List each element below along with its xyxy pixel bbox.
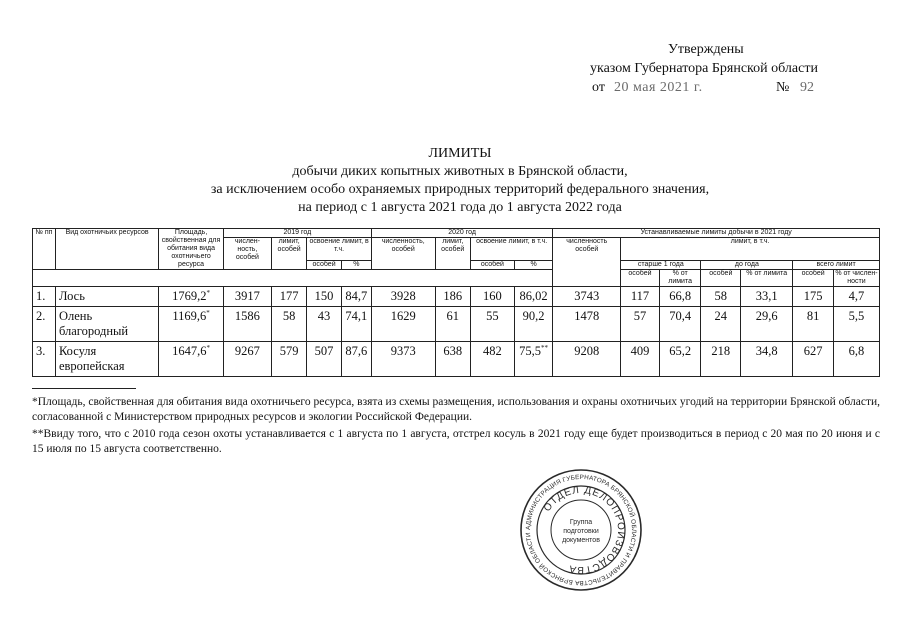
footnote-divider bbox=[32, 388, 136, 389]
col-older: старше 1 года bbox=[621, 261, 701, 270]
cell: 160 bbox=[470, 287, 514, 307]
col-2021-count: численность особей bbox=[553, 238, 621, 287]
pct-mark: ** bbox=[541, 343, 549, 352]
title-line-1: добычи диких копытных животных в Брянской области, bbox=[292, 164, 628, 179]
species-name: Олень благородный bbox=[55, 307, 158, 342]
approval-block bbox=[590, 40, 870, 97]
cell: 5,5 bbox=[833, 307, 879, 342]
col-under-animals: особей bbox=[701, 270, 741, 287]
title-line-2: за исключением особо охраняемых природных территорий федерального значения, bbox=[210, 182, 710, 197]
cell: 6,8 bbox=[833, 342, 879, 377]
col-total-pct: % от числен-ности bbox=[835, 270, 878, 285]
col-2020: 2020 год bbox=[371, 229, 553, 238]
cell: 74,1 bbox=[341, 307, 371, 342]
col-2019-count: числен-ность, особей bbox=[223, 238, 271, 270]
table-row bbox=[33, 307, 880, 342]
cell: 9208 bbox=[553, 342, 621, 377]
department-stamp bbox=[518, 467, 644, 593]
col-2021-limit: лимит, в т.ч. bbox=[621, 238, 880, 261]
cell: 90,2 bbox=[514, 307, 553, 342]
cell: 24 bbox=[701, 307, 741, 342]
area-cell bbox=[159, 342, 224, 377]
cell: 4,7 bbox=[833, 287, 879, 307]
col-2020-usage-percent: % bbox=[514, 261, 553, 270]
approval-line-2: указом Губернатора Брянской области bbox=[590, 61, 818, 76]
stamp-center-line-3: документов bbox=[562, 537, 600, 544]
area-mark: * bbox=[206, 343, 210, 352]
area-mark: * bbox=[206, 288, 210, 297]
cell: 86,02 bbox=[514, 287, 553, 307]
cell: 218 bbox=[701, 342, 741, 377]
col-under-pct: % от лимита bbox=[741, 270, 793, 287]
row-number: 1. bbox=[33, 287, 56, 307]
col-area: Площадь, свойственная для обитания вида охотничьего ресурса bbox=[159, 229, 224, 270]
area-value: 1647,6 bbox=[172, 344, 207, 358]
cell: 1629 bbox=[371, 307, 435, 342]
cell: 175 bbox=[793, 287, 834, 307]
cell: 409 bbox=[621, 342, 660, 377]
cell: 81 bbox=[793, 307, 834, 342]
stamp-outer-text: АДМИНИСТРАЦИЯ ГУБЕРНАТОРА БРЯНСКОЙ ОБЛАСТИ И ПРАВИТЕЛЬСТВА БРЯНСКОЙ ОБЛАСТИ bbox=[524, 473, 638, 587]
footnote-1: *Площадь, свойственная для обитания вида охотничьего ресурса, взята из схемы размещения, использования и охраны охотничьих угодий на территории Брянской области, согласованной с Министерством природных ресурсов и экологии Российской Федерации. bbox=[32, 396, 880, 423]
col-2020-usage: освоение лимит, в т.ч. bbox=[470, 238, 552, 261]
limits-table bbox=[32, 228, 880, 377]
cell: 177 bbox=[271, 287, 306, 307]
cell: 65,2 bbox=[659, 342, 701, 377]
cell: 29,6 bbox=[741, 307, 793, 342]
cell: 3743 bbox=[553, 287, 621, 307]
col-2020-usage-animals: особей bbox=[470, 261, 514, 270]
cell: 150 bbox=[307, 287, 341, 307]
approval-number-label: № bbox=[776, 80, 790, 95]
cell: 34,8 bbox=[741, 342, 793, 377]
col-under: до года bbox=[701, 261, 793, 270]
cell: 117 bbox=[621, 287, 660, 307]
approval-line-1: Утверждены bbox=[668, 42, 744, 57]
cell: 579 bbox=[271, 342, 306, 377]
title-line-3: на период с 1 августа 2021 года до 1 августа 2022 года bbox=[298, 200, 622, 215]
cell: 57 bbox=[621, 307, 660, 342]
col-num: № пп bbox=[33, 229, 56, 270]
cell: 84,7 bbox=[341, 287, 371, 307]
col-2020-limit: лимит, особей bbox=[435, 238, 470, 270]
cell: 9267 bbox=[223, 342, 271, 377]
approval-number: 92 bbox=[800, 80, 814, 95]
approval-line-3 bbox=[590, 78, 870, 97]
col-2019-usage: освоение лимит, в т.ч. bbox=[307, 238, 372, 261]
cell: 87,6 bbox=[341, 342, 371, 377]
area-value: 1769,2 bbox=[172, 289, 207, 303]
col-2020-count: численность, особей bbox=[371, 238, 435, 270]
col-total: всего лимит bbox=[793, 261, 880, 270]
approval-from-label: от bbox=[592, 80, 605, 95]
col-2019-usage-animals: особей bbox=[307, 261, 341, 270]
table-row bbox=[33, 287, 880, 307]
footnote-2: **Ввиду того, что с 2010 года сезон охоты устанавливается с 1 августа по 1 августа, отстрел косуль в 2021 году еще будет производиться в период с 20 мая по 20 июня и с 15 июля по 15 августа соответственно. bbox=[32, 428, 880, 455]
cell: 3928 bbox=[371, 287, 435, 307]
col-species: Вид охотничьих ресурсов bbox=[55, 229, 158, 270]
cell: 70,4 bbox=[659, 307, 701, 342]
stamp-center-line-2: подготовки bbox=[563, 528, 599, 535]
col-older-animals: особей bbox=[621, 270, 660, 287]
approval-date: 20 мая 2021 г. bbox=[614, 80, 703, 95]
area-cell bbox=[159, 307, 224, 342]
stamp-center-line-1: Группа bbox=[569, 519, 593, 526]
cell: 58 bbox=[701, 287, 741, 307]
document-title bbox=[150, 145, 770, 217]
cell: 33,1 bbox=[741, 287, 793, 307]
cell: 482 bbox=[470, 342, 514, 377]
header-row-4 bbox=[33, 270, 880, 287]
cell: 186 bbox=[435, 287, 470, 307]
cell: 507 bbox=[307, 342, 341, 377]
cell: 1586 bbox=[223, 307, 271, 342]
cell: 9373 bbox=[371, 342, 435, 377]
cell: 3917 bbox=[223, 287, 271, 307]
title-heading: ЛИМИТЫ bbox=[428, 146, 492, 161]
cell: 638 bbox=[435, 342, 470, 377]
row-number: 2. bbox=[33, 307, 56, 342]
cell: 58 bbox=[271, 307, 306, 342]
area-mark: * bbox=[206, 308, 210, 317]
col-2019-usage-percent: % bbox=[341, 261, 371, 270]
cell: 627 bbox=[793, 342, 834, 377]
col-2021: Устанавливаемые лимиты добычи в 2021 году bbox=[553, 229, 880, 238]
pct-cell bbox=[514, 342, 553, 377]
area-value: 1169,6 bbox=[172, 309, 207, 323]
col-2019-limit: лимит, особей bbox=[271, 238, 306, 270]
cell: 55 bbox=[470, 307, 514, 342]
col-2019: 2019 год bbox=[223, 229, 371, 238]
stamp-inner-text: ОТДЕЛ ДЕЛОПРОИЗВОДСТВА bbox=[541, 484, 627, 576]
table-row bbox=[33, 342, 880, 377]
pct-value: 75,5 bbox=[519, 344, 542, 358]
species-name: Лось bbox=[55, 287, 158, 307]
species-name: Косуля европейская bbox=[55, 342, 158, 377]
col-total-animals: особей bbox=[793, 270, 834, 287]
cell: 66,8 bbox=[659, 287, 701, 307]
row-number: 3. bbox=[33, 342, 56, 377]
col-older-pct: % от лимита bbox=[659, 270, 701, 287]
header-row-1 bbox=[33, 229, 880, 238]
area-cell bbox=[159, 287, 224, 307]
cell: 1478 bbox=[553, 307, 621, 342]
cell: 43 bbox=[307, 307, 341, 342]
cell: 61 bbox=[435, 307, 470, 342]
